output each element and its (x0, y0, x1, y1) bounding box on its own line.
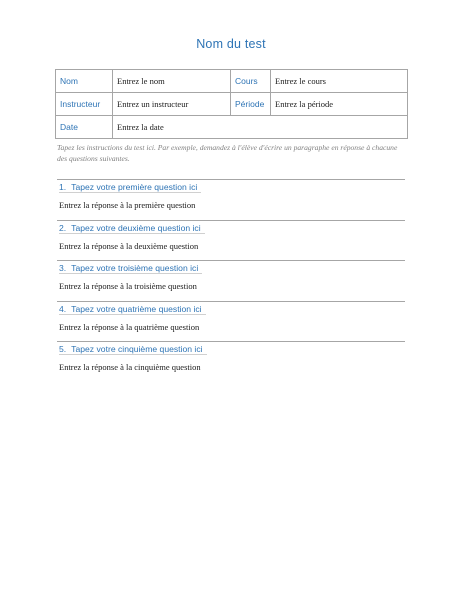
date-label: Date (56, 116, 113, 139)
question-number: 5. (59, 344, 67, 354)
question-number: 3. (59, 263, 67, 273)
course-field[interactable]: Entrez le cours (271, 70, 408, 93)
instructor-field[interactable]: Entrez un instructeur (113, 93, 231, 116)
question-item (57, 260, 407, 301)
question-prompt[interactable] (59, 304, 206, 315)
question-text: Tapez votre première question ici (71, 182, 198, 192)
question-divider (57, 179, 405, 180)
question-divider (57, 260, 405, 261)
question-item (57, 179, 407, 220)
answer-field[interactable]: Entrez la réponse à la première question (59, 200, 196, 210)
question-prompt[interactable] (59, 223, 205, 234)
answer-field[interactable]: Entrez la réponse à la troisième question (59, 281, 197, 291)
question-item (57, 220, 407, 261)
name-label: Nom (56, 70, 113, 93)
question-prompt[interactable] (59, 182, 201, 193)
date-field[interactable]: Entrez la date (113, 116, 408, 139)
test-title[interactable]: Nom du test (196, 37, 266, 51)
course-label: Cours (231, 70, 271, 93)
period-label: Période (231, 93, 271, 116)
info-row-instructor-period (56, 93, 408, 116)
instructor-label: Instructeur (56, 93, 113, 116)
name-field[interactable]: Entrez le nom (113, 70, 231, 93)
question-divider (57, 220, 405, 221)
question-divider (57, 341, 405, 342)
answer-field[interactable]: Entrez la réponse à la deuxième question (59, 240, 199, 251)
question-item (57, 341, 407, 382)
info-table (55, 69, 408, 139)
question-number: 4. (59, 303, 67, 314)
info-row-name-course (56, 70, 408, 93)
period-field[interactable]: Entrez la période (271, 93, 408, 116)
question-text: Tapez votre quatrième question ici (71, 303, 202, 314)
question-number: 2. (59, 222, 67, 233)
info-row-date (56, 116, 408, 139)
question-text: Tapez votre deuxième question ici (71, 222, 201, 233)
question-list (57, 179, 407, 382)
question-text: Tapez votre cinquième question ici (71, 344, 203, 354)
answer-field[interactable]: Entrez la réponse à la cinquième question (59, 362, 201, 372)
question-text: Tapez votre troisième question ici (71, 263, 199, 273)
question-item (57, 301, 407, 342)
test-instructions[interactable]: Tapez les instructions du test ici. Par exemple, demandez à l'élève d'écrire un paragraphe en réponse à chacune des questions suivantes. (57, 143, 398, 163)
question-prompt[interactable] (59, 263, 202, 274)
answer-field[interactable]: Entrez la réponse à la quatrième question (59, 321, 200, 332)
question-prompt[interactable] (59, 344, 207, 355)
question-divider (57, 301, 405, 302)
question-number: 1. (59, 182, 67, 192)
